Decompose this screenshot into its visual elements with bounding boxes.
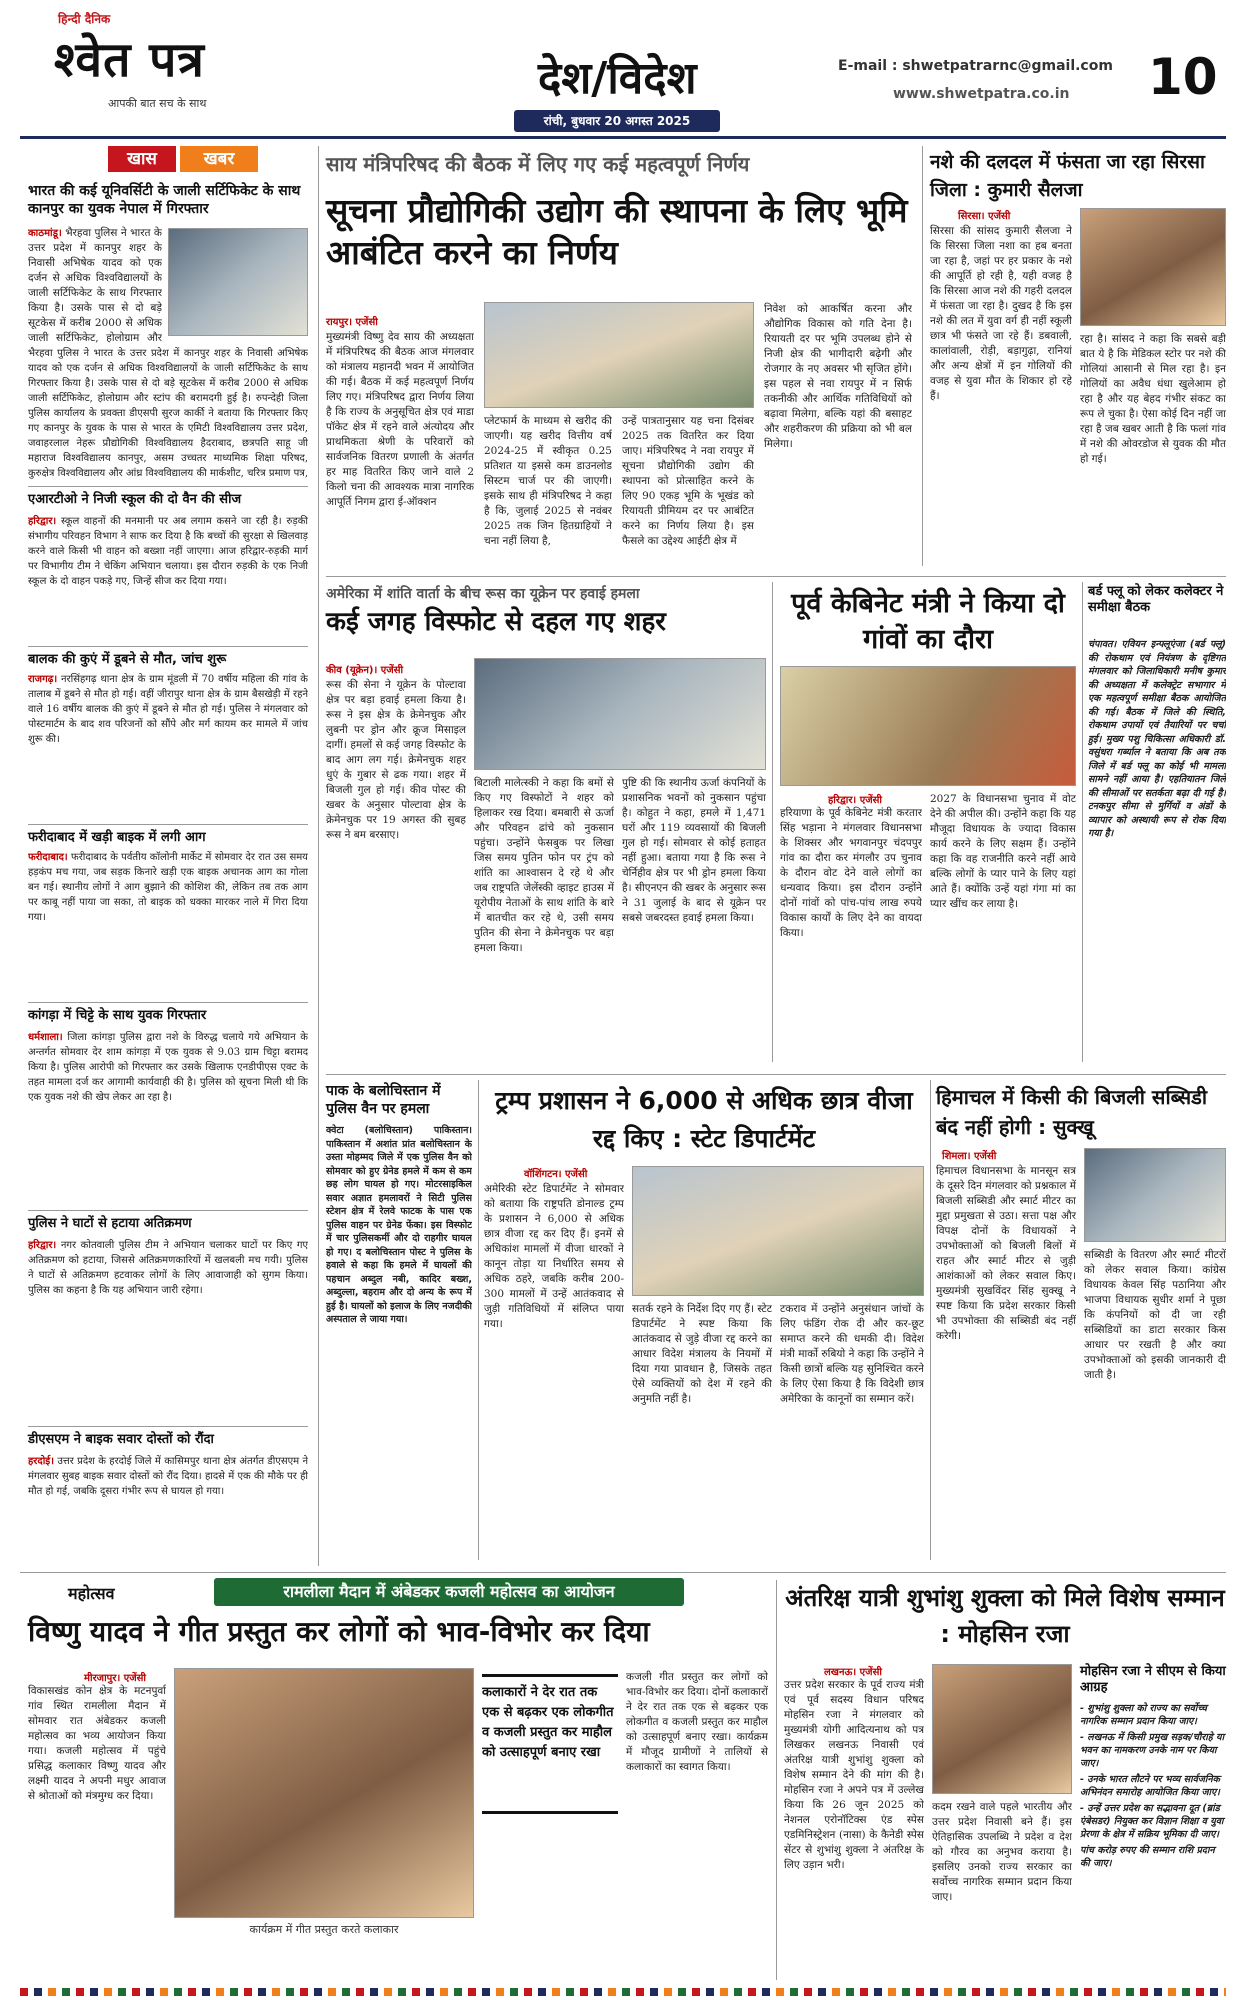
story-column: निवेश को आकर्षित करना और औद्योगिक विकास को गति देना है। रियायती दर पर भूमि उपलब्ध होने से निजी क्षेत्र की भागीदारी बढ़ेगी और रोजगार के नए अवसर भी सृजित होंगे। इस पहल से नवा रायपुर में न सिर्फ तकनीकी और आर्थिक गतिविधियों को बढ़ावा मिलेगा, बल्कि यहां की बसाहट और शहरीकरण की प्रक्रिया को भी बल मिलेगा। <box>764 303 912 450</box>
divider <box>28 824 308 825</box>
column-rule <box>478 1080 479 1560</box>
masthead <box>0 0 1246 140</box>
story-column: हरियाणा के पूर्व केबिनेट मंत्री करतार सिंह भड़ाना ने मंगलवार विधानसभा के शिक्सर और भगवानपुर चंदपपुर गांव का दौरा कर मंगलौर उप चुनाव के दौरान वोट देने वाले लोगों का धन्यवाद किया। इस दौरान उन्होंने दोनों गांवों को पांच-पांच लाख रुपये विकास कार्यों के लिए देने का वायदा किया। <box>780 807 922 939</box>
ukraine-story <box>326 580 766 1070</box>
divider <box>28 646 308 647</box>
column-rule <box>1082 582 1083 1062</box>
story-headline: सूचना प्रौद्योगिकी उद्योग की स्थापना के लिए भूमि आबंटित करने का निर्णय <box>326 191 908 272</box>
story-dateline: वॉशिंगटन। एजेंसी <box>524 1169 588 1180</box>
story-dateline: हरिद्वार। एजेंसी <box>828 795 882 806</box>
story-headline: बालक की कुएं में डूबने से मौत, जांच शुरू <box>28 652 227 667</box>
story-headline: कांगड़ा में चिट्टे के साथ युवक गिरफ्तार <box>28 1008 207 1023</box>
divider <box>28 1210 308 1211</box>
masthead-tagline: हिन्दी दैनिक <box>58 12 111 26</box>
story-headline: पाक के बलोचिस्तान में पुलिस वैन पर हमला <box>326 1083 441 1117</box>
story-body-cont <box>28 346 308 481</box>
website-text: www.shwetpatra.co.in <box>893 86 1070 102</box>
story-dateline: शिमला। एजेंसी <box>942 1151 997 1162</box>
column-rule <box>318 146 319 1566</box>
cabinet-meeting-photo <box>484 302 754 408</box>
story-headline: भारत की कई यूनिवर्सिटी के जाली सर्टिफिकेट के साथ कानपुर का युवक नेपाल में गिरफ्तार <box>28 183 301 217</box>
story-headline: बर्ड फ्लू को लेकर कलेक्टर ने समीक्षा बैठक <box>1088 584 1224 615</box>
column-rule <box>930 1080 931 1560</box>
story-dateline: हरदोई। <box>28 1456 54 1467</box>
story-body <box>28 226 162 346</box>
story-headline: अंतरिक्ष यात्री शुभांशु शुक्ला को मिले विशेष सम्मान : मोहसिन रजा <box>785 1584 1225 1648</box>
page-number: 10 <box>1148 48 1218 106</box>
city-skyline-photo <box>474 658 766 770</box>
state-department-photo <box>632 1166 924 1296</box>
story-dateline: राजगढ़। <box>28 674 58 685</box>
email-text: E-mail : shwetpatrarnc@gmail.com <box>838 58 1113 74</box>
ex-minister-story <box>780 580 1076 1070</box>
divider <box>28 486 308 487</box>
story-headline: एआरटीओ ने निजी स्कूल की दो वैन की सीज <box>28 492 242 507</box>
pak-story <box>326 1078 472 1568</box>
sidebar-point: - शुभांशु शुक्ला को राज्य का सर्वोच्च नागरिक सम्मान प्रदान किया जाए। <box>1080 1703 1207 1727</box>
left-column <box>28 142 311 1572</box>
story-text: फरीदाबाद के पर्वतीय कॉलोनी मार्केट में सोमवार देर रात उस समय हड़कंप मच गया, जब सड़क किनारे खड़ी एक बाइक अचानक आग का गोला बन गई। स्थानीय लोगों ने आग बुझाने की कोशिश की, लेकिन तब तक आग पर काबू नहीं पाया जा सका, तो बाइक को धक्का मारकर नाले में गिरा दिया गया। <box>28 852 308 923</box>
story-column: मुख्यमंत्री विष्णु देव साय की अध्यक्षता में मंत्रिपरिषद की बैठक आज मंगलवार को मंत्रालय महानदी भवन में आयोजित की गई। बैठक में कई महत्वपूर्ण निर्णय लिए गए। मंत्रिपरिषद द्वारा निर्णय लिया है कि राज्य के अनुसूचित क्षेत्र एवं माडा पॉकेट क्षेत्र में रहने वाले अंत्योदय और प्राथमिकता श्रेणी के परिवारों को सार्वजनिक वितरण प्रणाली के अंतर्गत हर माह वितरित किए जाने वाले 2 किलो चना की आवश्यक मात्रा नागरिक आपूर्ति निगम द्वारा ई-ऑक्शन <box>326 331 474 508</box>
story-body <box>28 1238 308 1422</box>
story-body <box>28 1030 308 1206</box>
story-column: सिरसा की सांसद कुमारी सैलजा ने कि सिरसा जिला नशा का हब बनता जा रहा है, जहां पर हर प्रकार के नशे की आपूर्ति हो रही है, यही वजह है कि सिरसा आज नशे की गहरी दलदल में फंसता जा रहा है। दुखद है कि इस नशे की लत में युवा वर्ग ही नहीं स्कूली छात्र भी फंसते जा रहे हैं। डबवाली, कालांवाली, रोड़ी, बड़ागुढ़ा, रानियां और अन्य क्षेत्रों में इन गोलियों की वजह से युवा मौत के शिकार हो रहे हैं। <box>930 225 1072 402</box>
story-text: भैरहवा पुलिस ने भारत के उत्तर प्रदेश में कानपुर शहर के निवासी अभिषेक यादव को एक दर्जन से अधिक विश्वविद्यालयों के जाली सर्टिफिकेट के साथ गिरफ्तार किया है। उसके पास से दो बड़े सूटकेस में करीब 2000 से अधिक जाली सर्टिफिकेट, होलोग्राम और स्टांप की बरामदगी हुई है। रुपन्देही जिला पुलिस कार्यालय के प्रवक्ता डीएसपी सुरज कार्की ने बताया कि गिरफ्तार किए गए कानपुर के युवक के पास से भारत के एमिटी विश्वविद्यालय उत्तर प्रदेश, जवाहरलाल नेहरू प्रौद्योगिकी विश्वविद्यालय हैदराबाद, छत्रपति साहू जी महाराज विश्वविद्यालय कानपुर, असम उच्चतर माध्यमिक शिक्षा परिषद, कुरुक्षेत्र विश्वविद्यालय और आंध्र विश्वविद्यालय की मार्कशीट, चरित्र प्रमाण पत्र, <box>28 348 308 479</box>
newspaper-logo: श्वेत पत्र <box>54 32 205 88</box>
sidebar-point: - उनके भारत लौटने पर भव्य सार्वजनिक अभिनंदन समारोह आयोजित किया जाए। <box>1080 1774 1220 1798</box>
story-headline: पुलिस ने घाटों से हटाया अतिक्रमण <box>28 1216 192 1231</box>
story-column: सब्सिडी के वितरण और स्मार्ट मीटरों को लेकर सवाल किया। कांग्रेस विधायक केवल सिंह पठानिया और भाजपा विधायक सुधीर शर्मा ने पूछा कि कंपनियों को दी जा रही सब्सिडियों का डाटा सरकार किस आधार पर रखती है और क्या उपभोक्ताओं को इसकी जानकारी दी जाती है। <box>1084 1249 1226 1381</box>
story-headline: नशे की दलदल में फंसता जा रहा सिरसा जिला : कुमारी सैलजा <box>930 151 1205 201</box>
himachal-story <box>936 1078 1226 1568</box>
story-photo <box>168 228 308 336</box>
column-rule <box>772 582 773 1062</box>
story-column: कजली गीत प्रस्तुत कर लोगों को भाव-विभोर कर दिया। दोनों कलाकारों ने देर रात तक एक से बढ़कर एक लोकगीत व कजली प्रस्तुत कर माहौल को उत्साहपूर्ण बनाए रखा। कार्यक्रम में मौजूद ग्रामीणों ने तालियों से कलाकारों का स्वागत किया। <box>626 1671 768 1773</box>
section-divider <box>326 1074 1226 1075</box>
story-dateline: काठमांडू। <box>28 228 62 239</box>
sidebar-headline: मोहसिन रजा ने सीएम से किया आग्रह <box>1080 1664 1226 1695</box>
story-column: टकराव में उन्होंने अनुसंधान जांचों के लिए फंडिंग रोक दी और कर-छूट समाप्त करने की धमकी दी। विदेश मंत्री मार्को रुबियो ने कहा कि उन्होंने ने किसी छात्रों बल्कि यह सुनिश्चित करने के लिए ऐसा किया है कि विदेशी छात्र अमेरिका के कानूनों का सम्मान करें। <box>780 1303 924 1405</box>
story-dateline: लखनऊ। एजेंसी <box>824 1667 882 1678</box>
story-column: प्लेटफार्म के माध्यम से खरीद की जाएगी। यह खरीद वित्तीय वर्ष 2024-25 में स्वीकृत 0.25 प्रतिशत या इससे कम डाउनलोड सिस्टम चार्ज पर की जाएगी। इसके साथ ही मंत्रिपरिषद ने कहा है कि, जुलाई 2025 से नवंबर 2025 तक जिन हितग्राहियों ने चना नहीं लिया है, <box>484 415 612 547</box>
assembly-photo <box>1084 1148 1226 1242</box>
pull-quote: कलाकारों ने देर रात तक एक से बढ़कर एक लोकगीत व कजली प्रस्तुत कर माहौल को उत्साहपूर्ण बनाए रखा <box>482 1674 618 1814</box>
section-divider <box>326 576 1226 577</box>
story-dateline: फरीदाबाद। <box>28 852 68 863</box>
badge-khas: खास <box>108 146 176 172</box>
sidebar-points <box>1080 1702 1226 1972</box>
story-dateline: रायपुर। एजेंसी <box>326 317 378 328</box>
story-headline: फरीदाबाद में खड़ी बाइक में लगी आग <box>28 830 206 845</box>
event-photo <box>780 666 1076 786</box>
divider <box>28 1426 308 1427</box>
story-column: रूस की सेना ने यूक्रेन के पोल्टावा क्षेत्र पर बड़ा हवाई हमला किया है। रूस ने इस क्षेत्र के क्रेमेनचुक और लुबनी पर ड्रोन और क्रूज मिसाइल दागीं। हमलों से कई जगह विस्फोट के बाद आग लग गई। क्रेमेनचुक शहर धुएं के गुबार से ढक गया। शहर में बिजली गुल हो गई। कीव पोस्ट की खबर के अनुसार पोल्टावा क्षेत्र के क्रेमेनचुक पर 19 अगस्त की सुबह रूस ने बम बरसाए। <box>326 679 466 841</box>
footer-dots <box>20 1988 1226 1996</box>
story-text: जिला कांगड़ा पुलिस द्वारा नशे के विरुद्ध चलाये गये अभियान के अन्तर्गत सोमवार देर शाम कांगड़ा में एक युवक से 9.03 ग्राम चिट्टा बरामद किया है। पुलिस आरोपी को गिरफ्तार कर उसके खिलाफ एनडीपीएस एक्ट के तहत मामला दर्ज कर आगामी कार्यवाही की है। पुलिस को सूचना मिली थी कि एक युवक नशे की खेप लेकर आ रहा है। <box>28 1032 308 1103</box>
story-body <box>28 1454 308 1564</box>
story-dateline: मीरजापुर। एजेंसी <box>84 1673 147 1684</box>
story-dateline: सिरसा। एजेंसी <box>958 211 1011 222</box>
story-headline: हिमाचल में किसी की बिजली सब्सिडी बंद नहीं होगी : सुक्खू <box>936 1085 1208 1139</box>
column-rule <box>776 1580 777 1980</box>
story-body <box>28 514 308 642</box>
visa-story <box>484 1078 924 1568</box>
sidebar-point: पांच करोड़ रुपए की सम्मान राशि प्रदान की जाए। <box>1080 1845 1215 1869</box>
cabinet-story <box>326 142 916 582</box>
story-text: नरसिंहगढ़ थाना क्षेत्र के ग्राम मूंडली में 70 वर्षीय महिला की गांव के तालाब में डूबने से मौत हो गई। वहीं जीरापुर थाना क्षेत्र के ग्राम बैसखेड़ी में रहने वाले 16 वर्षीय बालक की कुएं में डूबने से मौत हो गई। पुलिस ने मंगलवार को पोस्टमार्टम के बाद शव परिजनों को सौंपे और मर्ग कायम कर मामले में जांच शुरू की। <box>28 674 308 745</box>
story-text: नगर कोतवाली पुलिस टीम ने अभियान चलाकर घाटों पर किए गए अतिक्रमण को हटाया, जिससे अतिक्रमणकारियों में खलबली मच गयी। पुलिस ने घाटों से अतिक्रमण हटवाकर लोगों के लिए आवाजाही को सुगम किया। पुलिस का कहना है कि यह अभियान जारी रहेगा। <box>28 1240 308 1296</box>
story-column: विकासखंड कोन क्षेत्र के मटनपुर्वा गांव स्थित रामलीला मैदान में सोमवार रात अंबेडकर कजली महोत्सव का भव्य आयोजन किया गया। कजली महोत्सव में पहुंचे प्रसिद्ध कलाकार विष्णु यादव और लक्ष्मी यादव ने अपनी मधुर आवाज से श्रोताओं को मंत्रमुग्ध कर दिया। <box>28 1685 166 1802</box>
story-dateline: हरिद्वार। <box>28 1240 57 1251</box>
sidebar-point: - उन्हें उत्तर प्रदेश का सद्भावना दूत (ब्रांड एंबेसडर) नियुक्त कर विज्ञान शिक्षा व युवा प्रेरणा के क्षेत्र में सक्रिय भूमिका दी जाए। <box>1080 1803 1224 1840</box>
date-bar: रांची, बुधवार 20 अगस्त 2025 <box>514 110 720 132</box>
mahotsav-story <box>28 1578 768 1988</box>
story-headline: ट्रम्प प्रशासन ने 6,000 से अधिक छात्र वीजा रद्द किए : स्टेट डिपार्टमेंट <box>495 1086 913 1153</box>
story-body <box>28 850 308 1000</box>
section-title: देश/विदेश <box>538 53 697 104</box>
story-text: उत्तर प्रदेश के हरदोई जिले में कासिमपुर थाना क्षेत्र अंतर्गत डीएसएम ने मंगलवार सुबह बाइक सवार दोस्तों को रौंद दिया। हादसे में एक की मौके पर ही मौत हो गई, जबकि दूसरा गंभीर रूप से घायल हो गया। <box>28 1456 308 1497</box>
story-column: उन्हें पात्रतानुसार यह चना दिसंबर 2025 तक वितरित कर दिया जाए। मंत्रिपरिषद ने नवा रायपुर में सूचना प्रौद्योगिकी उद्योग की स्थापना को प्रोत्साहित करने के लिए 90 एकड़ भूमि के भूखंड को रियायती प्रीमियम दर पर आबंटित करने का निर्णय लिया है। इस फैसले का उद्देश्य आईटी क्षेत्र में <box>622 415 754 547</box>
story-column: हिमाचल विधानसभा के मानसून सत्र के दूसरे दिन मंगलवार को प्रश्नकाल में बिजली सब्सिडी और स्मार्ट मीटर का मुद्दा प्रमुखता से उठा। सत्ता पक्ष और विपक्ष दोनों के विधायकों ने उपभोक्ताओं को बिजली बिलों में राहत और स्मार्ट मीटर से जुड़ी आशंकाओं को लेकर सवाल किए। मुख्यमंत्री सुखविंदर सिंह सुक्खू ने स्पष्ट किया कि प्रदेश सरकार किसी भी उपभोक्ता की सब्सिडी बंद नहीं करेगी। <box>936 1165 1076 1342</box>
divider <box>28 1002 308 1003</box>
bird-flu-story <box>1088 584 1226 1064</box>
story-text: भैरहवा पुलिस ने भारत के उत्तर प्रदेश में कानपुर शहर के निवासी अभिषेक यादव को एक दर्जन से अधिक विश्वविद्यालयों के जाली सर्टिफिकेट के साथ गिरफ्तार किया है। उसके पास से दो बड़े सूटकेस में करीब 2000 से अधिक जाली सर्टिफिकेट, होलोग्राम और <box>28 227 162 344</box>
story-column: रहा है। सांसद ने कहा कि सबसे बड़ी बात ये है कि मेडिकल स्टोर पर नशे की गोलियां आसानी से मिल रहा है। इन गोलियों का अवैध धंधा खुलेआम हो रहा है और यह बेहद गंभीर संकट का रूप ले चुका है। ऐसा कोई दिन नहीं जा रहा है जब खबर आती है कि फलां गांव में नशे की ओवरडोज से युवक की मौत हो गई। <box>1080 333 1226 465</box>
photo-caption: कार्यक्रम में गीत प्रस्तुत करते कलाकार <box>249 1923 399 1936</box>
section-tag: महोत्सव <box>68 1584 115 1603</box>
mohsin-raza-photo <box>932 1664 1072 1794</box>
logo-subtitle: आपकी बात सच के साथ <box>108 97 207 110</box>
masthead-divider <box>20 136 1226 139</box>
shukla-story <box>784 1578 1226 1988</box>
story-column: अमेरिकी स्टेट डिपार्टमेंट ने सोमवार को बताया कि राष्ट्रपति डोनाल्ड ट्रम्प के प्रशासन ने 6,000 से अधिक छात्र वीजा रद्द कर दिए हैं। इनमें से अधिकांश मामलों में वीजा धारकों ने कानून तोड़ा या निर्धारित समय से अधिक ठहरे, जबकि करीब 200-300 मामलों में उन्हें आतंकवाद से जुड़ी गतिविधियों में संलिप्त पाया गया। <box>484 1183 624 1330</box>
story-kicker: अमेरिका में शांति वार्ता के बीच रूस का यूक्रेन पर हवाई हमला <box>326 586 640 602</box>
performers-photo <box>174 1668 474 1918</box>
khas-khabar-banner <box>108 146 258 172</box>
selja-photo <box>1080 208 1226 326</box>
story-column: 2027 के विधानसभा चुनाव में वोट देने की अपील की। उन्होंने कहा कि यह मौजूदा विधायक के ज्यादा विकास कार्य करने के लिए सक्षम हैं। उन्होंने कहा कि वह राजनीति करने नहीं आये बल्कि लोगों के प्यार पाने के लिए यहां आते हैं। क्योंकि उन्हें यहां गंगा मां का प्यार खींच कर लाया है। <box>930 793 1076 910</box>
story-headline: डीएसएम ने बाइक सवार दोस्तों को रौंदा <box>28 1432 214 1447</box>
sidebar-point: - लखनऊ में किसी प्रमुख सड़क/चौराहे या भवन का नामकरण उनके नाम पर किया जाए। <box>1080 1732 1225 1769</box>
story-body: क्वेटा (बलोचिस्तान) पाकिस्तान। पाकिस्तान में अशांत प्रांत बलोचिस्तान के उस्ता मोहम्मद जिले में एक पुलिस वैन को सोमवार को हुए ग्रेनेड हमले में कम से कम छह लोग घायल हो गए। मोटरसाइकिल सवार अज्ञात हमलावरों ने सिटी पुलिस स्टेशन क्षेत्र में रेलवे फाटक के पास एक पुलिस वाहन पर ग्रेनेड फेंका। इस विस्फोट में चार पुलिसकर्मी और दो राहगीर घायल हो गए। द बलोचिस्तान पोस्ट ने पुलिस के हवाले से कहा कि हमले में घायलों की पहचान अब्दुल नबी, कादिर बख्श, अब्दुल्ला, बहराम और दो अन्य के रूप में हुई है। घायलों को इलाज के लिए नजदीकी अस्पताल ले जाया गया। <box>326 1125 472 1325</box>
story-body: चंपावत। एवियन इन्फ्लूएंजा (बर्ड फ्लू) की रोकथाम एवं नियंत्रण के दृष्टिगत मंगलवार को जिलाधिकारी मनीष कुमार की अध्यक्षता में कलेक्ट्रेट सभागार में एक महत्वपूर्ण समीक्षा बैठक आयोजित की गई। बैठक में जिले की स्थिति, रोकथाम उपायों एवं तैयारियों पर चर्चा हुई। मुख्य पशु चिकित्सा अधिकारी डॉ. वसुंधरा गर्ब्याल ने बताया कि अब तक जिले में बर्ड फ्लू का कोई भी मामला सामने नहीं आया है। एहतियातन जिले की सीमाओं पर सतर्कता बढ़ा दी गई है। टनकपुर सीमा से मुर्गियों व अंडों के व्यापार को अस्थायी रूप से रोक दिया गया है। <box>1088 639 1226 839</box>
badge-khabar: खबर <box>180 146 258 172</box>
story-headline: कई जगह विस्फोट से दहल गए शहर <box>326 607 666 637</box>
story-dateline: कीव (यूक्रेन)। एजेंसी <box>326 665 404 676</box>
story-headline: पूर्व केबिनेट मंत्री ने किया दो गांवों का दौरा <box>791 588 1065 655</box>
story-headline: विष्णु यादव ने गीत प्रस्तुत कर लोगों को भाव-विभोर कर दिया <box>28 1615 650 1648</box>
story-body <box>28 672 308 820</box>
story-column: पुष्टि की कि स्थानीय ऊर्जा कंपनियों के प्रशासनिक भवनों को नुकसान पहुंचा है। कोहुत ने कहा, हमले में 1,471 घरों और 119 व्यवसायों की बिजली गुल हो गई। सोमवार से कोई हताहत नहीं हुआ। बताया गया है कि रूस ने चेर्निहीव क्षेत्र पर भी ड्रोन हमला किया है। सीएनएन की खबर के अनुसार रूस ने 31 जुलाई के बाद से यूक्रेन पर सबसे जबरदस्त हवाई हमला किया। <box>622 777 766 924</box>
story-dateline: धर्मशाला। <box>28 1032 63 1043</box>
story-column: उत्तर प्रदेश सरकार के पूर्व राज्य मंत्री एवं पूर्व सदस्य विधान परिषद मोहसिन रजा ने मंगलवार को मुख्यमंत्री योगी आदित्यनाथ को पत्र लिखकर लखनऊ निवासी एवं अंतरिक्ष यात्री शुभांशु शुक्ला को विशेष सम्मान देने की मांग की है। मोहसिन रजा ने अपने पत्र में उल्लेख किया कि 26 जून 2025 को नेशनल एरोनॉटिक्स एंड स्पेस एडमिनिस्ट्रेशन (नासा) के कैनेडी स्पेस सेंटर से शुभांशु शुक्ला ने अंतरिक्ष के लिए उड़ान भरी। <box>784 1679 924 1871</box>
story-column: सतर्क रहने के निर्देश दिए गए हैं। स्टेट डिपार्टमेंट ने स्पष्ट किया कि आतंकवाद से जुड़े वीजा रद्द करने का आधार विदेश मंत्रालय के नियमों में दिया गया प्रावधान है, जिसके तहत ऐसे व्यक्तियों को देश में रहने की अनुमति नहीं है। <box>632 1303 772 1405</box>
column-rule <box>922 146 923 566</box>
selja-story <box>930 142 1226 572</box>
story-column: बिटाली मालेत्स्की ने कहा कि बमों से किए गए विस्फोटों ने शहर को हिलाकर रख दिया। बमबारी से ऊर्जा और परिवहन ढांचे को नुकसान पहुंचा। उन्होंने फेसबुक पर लिखा जिस समय पुतिन फोन पर ट्रंप को शांति का आश्वासन दे रहे थे और जब राष्ट्रपति जेलेंस्की व्हाइट हाउस में यूरोपीय नेताओं के साथ शांति के बारे में बातचीत कर रहे थे, उसी समय पुतिन की सेना ने क्रेमेनचुक पर बड़ा हमला किया। <box>474 777 614 954</box>
story-column: कदम रखने वाले पहले भारतीय और उत्तर प्रदेश निवासी बने हैं। इस ऐतिहासिक उपलब्धि ने प्रदेश व देश को गौरव का अनुभव कराया है। इसलिए उनको राज्य सरकार का सर्वोच्च नागरिक सम्मान प्रदान किया जाए। <box>932 1801 1072 1903</box>
story-kicker-banner: रामलीला मैदान में अंबेडकर कजली महोत्सव का आयोजन <box>214 1578 684 1606</box>
section-divider <box>20 1572 1226 1573</box>
story-kicker: साय मंत्रिपरिषद की बैठक में लिए गए कई महत्वपूर्ण निर्णय <box>326 152 750 176</box>
story-dateline: हरिद्वार। <box>28 516 57 527</box>
story-text: स्कूल वाहनों की मनमानी पर अब लगाम कसने जा रही है। रुड़की संभागीय परिवहन विभाग ने साफ कर दिया है कि बच्चों की सुरक्षा से खिलवाड़ करने वाले किसी भी वाहन को बख्शा नहीं जाएगा। आज हरिद्वार-रुड़की मार्ग पर विभागीय टीम ने चेकिंग अभियान चलाया। इस दौरान रुड़की के एक निजी स्कूल के दो वाहन पकड़े गए, जिन्हें सीज कर दिया गया। <box>28 516 308 587</box>
